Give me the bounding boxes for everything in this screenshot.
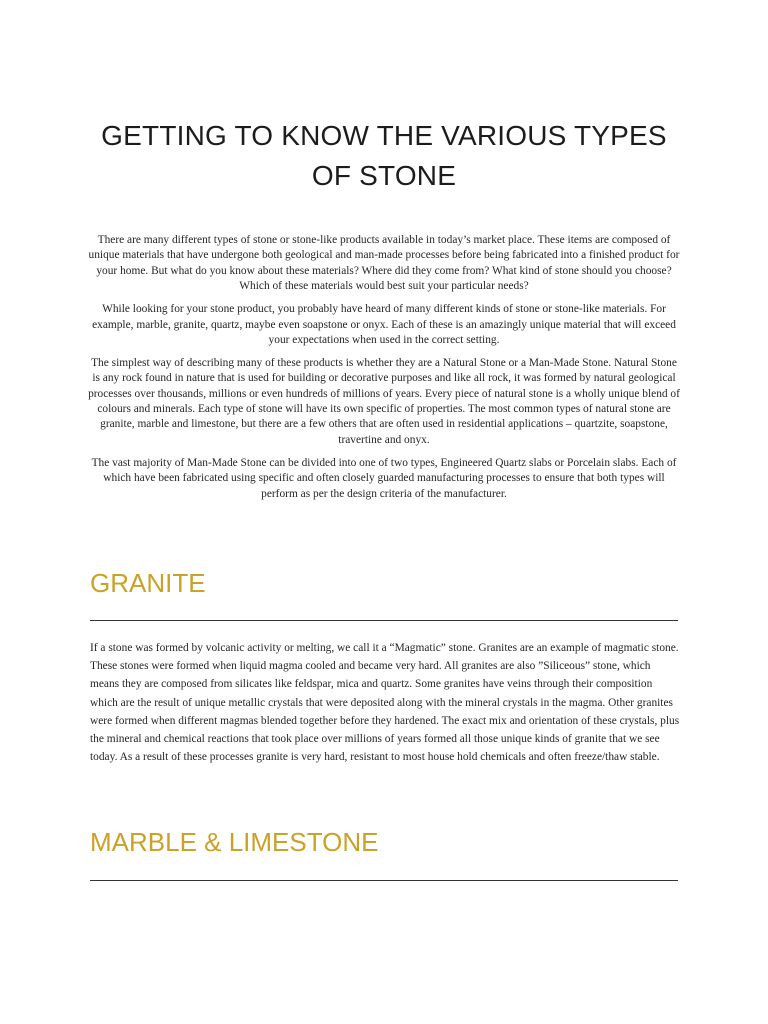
intro-section xyxy=(88,233,680,510)
section-heading-marble-limestone: MARBLE & LIMESTONE xyxy=(90,827,379,857)
document-title: GETTING TO KNOW THE VARIOUS TYPES OF STONE xyxy=(101,120,667,191)
intro-paragraph: There are many different types of stone or stone-like products available in today’s market place. These items are composed of unique materials that have undergone both geological and man-made processes before being fabricated into a finished product for your home. But what do you know about these materials? Where did they come from? What kind of stone should you choose? Which of these materials would best suit your particular needs? xyxy=(88,234,680,293)
section-body-granite: If a stone was formed by volcanic activity or melting, we call it a “Magmatic” stone. Granites are an example of magmatic stone. These stones were formed when liquid magma cooled and became very hard. All granites are also ”Siliceous” stone, which means they are composed from silicates like feldspar, mica and quartz. Some granites have veins through their composition which are the result of unique metallic crystals that were deposited along with the mineral crystals in the magma. Other granites were formed when different magmas blended together before they hardened. The exact mix and orientation of these crystals, plus the mineral and chemical reactions that took place over millions of years formed all those unique kinds of granite that we see today. As a result of these processes granite is very hard, resistant to most house hold chemicals and often freeze/thaw stable. xyxy=(90,642,680,764)
intro-paragraph: The vast majority of Man-Made Stone can be divided into one of two types, Engineered Quartz slabs or Porcelain slabs. Each of which have been fabricated using specific and often closely guarded manufacturing processes to ensure that both types will perform as per the design criteria of the manufacturer. xyxy=(91,456,677,500)
intro-paragraph: The simplest way of describing many of these products is whether they are a Natural Stone or a Man-Made Stone. Natural Stone is any rock found in nature that is used for building or decorative purposes and like all rock, it was formed by natural geological processes over thousands, millions or even hundreds of millions of years. Every piece of natural stone is a wholly unique blend of colours and minerals. Each type of stone will have its own specific of properties. The most common types of natural stone are granite, marble and limestone, but there are a few others that are often used in residential applications – quartzite, soapstone, travertine and onyx. xyxy=(88,356,680,446)
section-heading-granite: GRANITE xyxy=(90,568,206,598)
intro-paragraph: While looking for your stone product, you probably have heard of many different kinds of stone or stone-like materials. For example, marble, granite, quartz, maybe even soapstone or onyx. Each of these is an amazingly unique material that will exceed your expectations when used in the correct setting. xyxy=(92,303,676,346)
section-divider xyxy=(90,880,678,881)
section-divider xyxy=(90,620,678,621)
